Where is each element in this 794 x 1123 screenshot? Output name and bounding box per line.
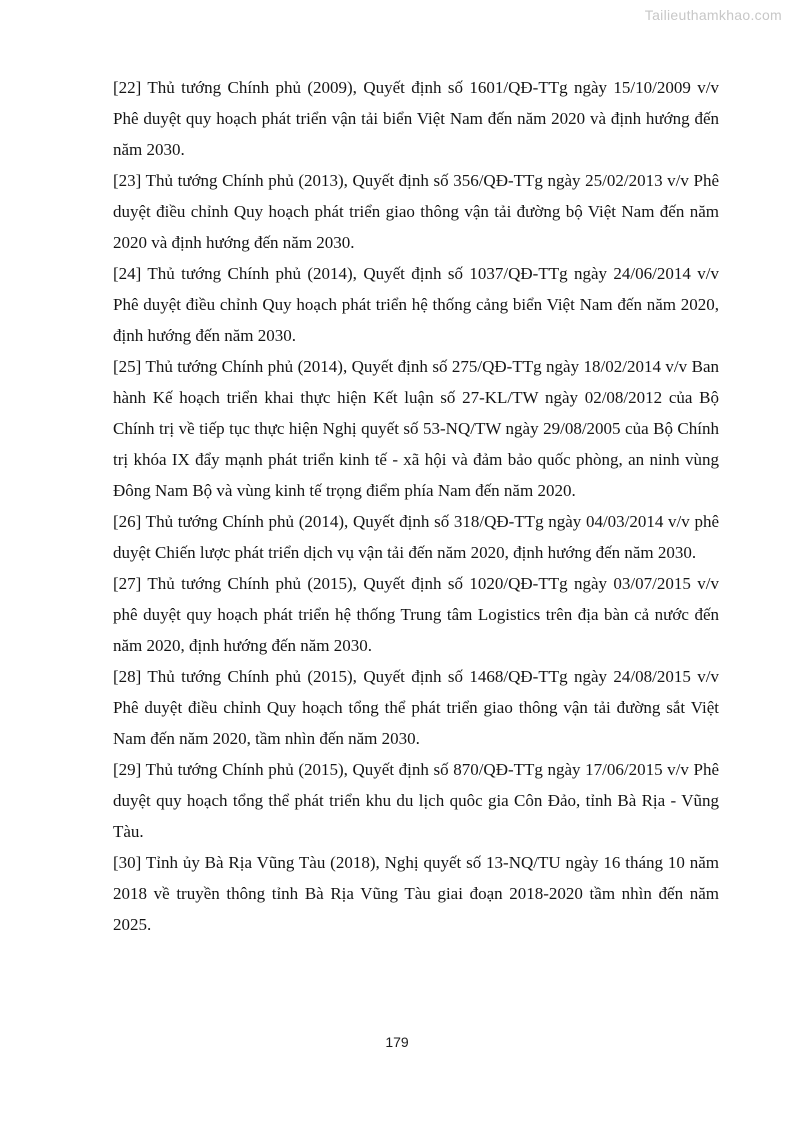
reference-entry: [27] Thủ tướng Chính phủ (2015), Quyết định số 1020/QĐ-TTg ngày 03/07/2015 v/v phê duyệt quy hoạch phát triển hệ thống Trung tâm Logistics trên địa bàn cả nước đến năm 2020, định hướng đến năm 2030. (113, 574, 719, 655)
reference-entry: [24] Thủ tướng Chính phủ (2014), Quyết định số 1037/QĐ-TTg ngày 24/06/2014 v/v Phê duyệt điều chỉnh Quy hoạch phát triển hệ thống cảng biển Việt Nam đến năm 2020, định hướng đến năm 2030. (113, 264, 719, 345)
watermark-text: Tailieuthamkhao.com (644, 7, 782, 23)
reference-entry: [30] Tỉnh ủy Bà Rịa Vũng Tàu (2018), Nghị quyết số 13-NQ/TU ngày 16 tháng 10 năm 2018 về truyền thông tỉnh Bà Rịa Vũng Tàu giai đoạn 2018-2020 tầm nhìn đến năm 2025. (113, 853, 719, 934)
reference-entry: [25] Thủ tướng Chính phủ (2014), Quyết định số 275/QĐ-TTg ngày 18/02/2014 v/v Ban hành Kế hoạch triển khai thực hiện Kết luận số 27-KL/TW ngày 02/08/2012 của Bộ Chính trị về tiếp tục thực hiện Nghị quyết số 53-NQ/TW ngày 29/08/2005 của Bộ Chính trị khóa IX đẩy mạnh phát triển kinh tế - xã hội và đảm bảo quốc phòng, an ninh vùng Đông Nam Bộ và vùng kinh tế trọng điểm phía Nam đến năm 2020. (113, 357, 719, 500)
reference-entry: [29] Thủ tướng Chính phủ (2015), Quyết định số 870/QĐ-TTg ngày 17/06/2015 v/v Phê duyệt quy hoạch tổng thể phát triển khu du lịch quôc gia Côn Đảo, tỉnh Bà Rịa - Vũng Tàu. (113, 760, 719, 841)
reference-entry: [26] Thủ tướng Chính phủ (2014), Quyết định số 318/QĐ-TTg ngày 04/03/2014 v/v phê duyệt Chiến lược phát triển dịch vụ vận tải đến năm 2020, định hướng đến năm 2030. (113, 512, 719, 562)
page-number: 179 (385, 1034, 409, 1050)
reference-entry: [22] Thủ tướng Chính phủ (2009), Quyết định số 1601/QĐ-TTg ngày 15/10/2009 v/v Phê duyệt quy hoạch phát triển vận tải biển Việt Nam đến năm 2020 và định hướng đến năm 2030. (113, 78, 719, 159)
references-list (113, 72, 719, 940)
reference-entry: [23] Thủ tướng Chính phủ (2013), Quyết định số 356/QĐ-TTg ngày 25/02/2013 v/v Phê duyệt điều chỉnh Quy hoạch phát triển giao thông vận tải đường bộ Việt Nam đến năm 2020 và định hướng đến năm 2030. (113, 171, 719, 252)
reference-entry: [28] Thủ tướng Chính phủ (2015), Quyết định số 1468/QĐ-TTg ngày 24/08/2015 v/v Phê duyệt điều chỉnh Quy hoạch tổng thể phát triển giao thông vận tải đường sắt Việt Nam đến năm 2020, tầm nhìn đến năm 2030. (113, 667, 719, 748)
